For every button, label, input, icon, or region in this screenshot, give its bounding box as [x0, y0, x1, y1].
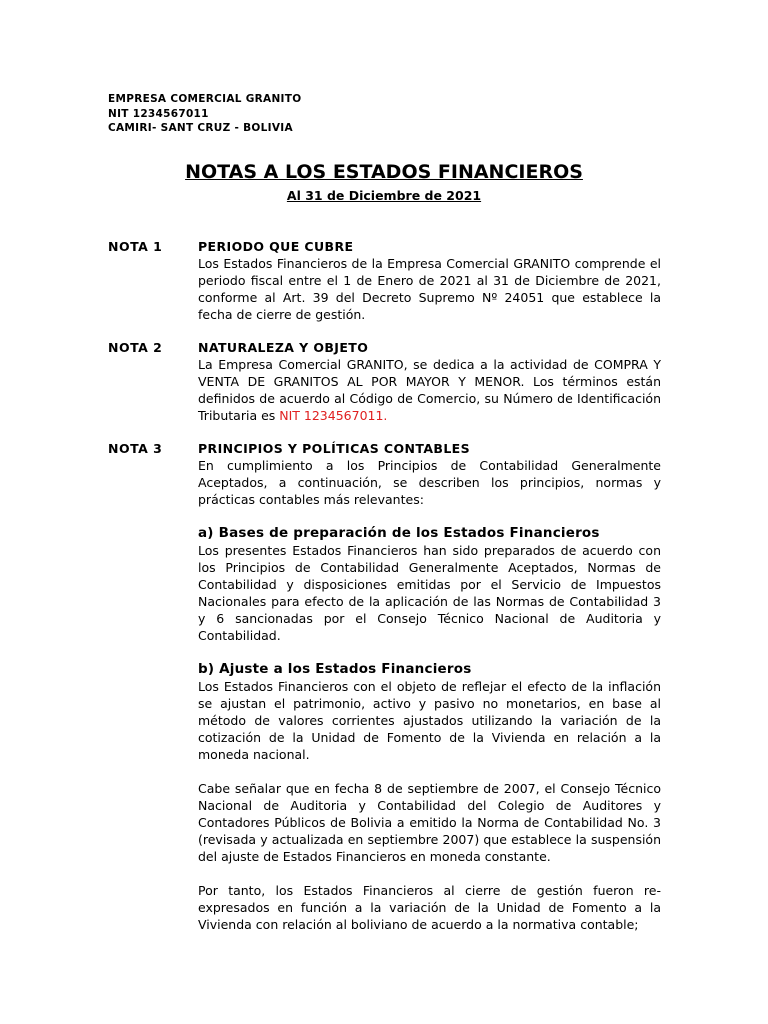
- nota3-block: [198, 440, 661, 933]
- nota3-heading: PRINCIPIOS Y POLÍTICAS CONTABLES: [198, 441, 471, 456]
- nota1-text: Los Estados Financieros de la Empresa Comercial GRANITO comprende el periodo fiscal entre el 1 de Enero de 2021 al 31 de Diciembre de 2021, conforme al Art. 39 del Decreto Supremo Nº 24051 que establece la fecha de cierre de gestión.: [198, 256, 661, 322]
- nota1-heading: PERIODO QUE CUBRE: [198, 239, 354, 254]
- company-nit: NIT 1234567011: [108, 107, 209, 120]
- document-subtitle: Al 31 de Diciembre de 2021: [286, 188, 482, 203]
- section-b-text1: Los Estados Financieros con el objeto de reflejar el efecto de la inflación se ajustan el patrimonio, activo y pasivo no monetarios, en base al método de valores corrientes ajustados utilizando la variación de la cotización de la Unidad de Fomento de la Vivienda en relación a la moneda nacional.: [198, 679, 661, 762]
- company-name: EMPRESA COMERCIAL GRANITO: [108, 93, 302, 105]
- document-title: NOTAS A LOS ESTADOS FINANCIEROS: [185, 161, 583, 183]
- nota1-label: NOTA 1: [108, 239, 163, 254]
- nota3-intro: En cumplimiento a los Principios de Contabilidad Generalmente Aceptados, a continuación, se describen los principios, normas y prácticas contables más relevantes:: [198, 458, 661, 507]
- nota1-block: [198, 238, 661, 323]
- company-header: [108, 92, 301, 136]
- nota3-label: NOTA 3: [108, 441, 163, 456]
- section-b-text3: Por tanto, los Estados Financieros al cierre de gestión fueron re-expresados en función a la variación de la Unidad de Fomento a la Vivienda con relación al boliviano de acuerdo a la normativa contable;: [198, 883, 661, 932]
- nota2-heading: NATURALEZA Y OBJETO: [198, 340, 369, 355]
- nota2-nit-highlight: NIT 1234567011.: [279, 408, 388, 423]
- section-a-heading: a) Bases de preparación de los Estados Financieros: [198, 525, 600, 541]
- section-b-text2: Cabe señalar que en fecha 8 de septiembre de 2007, el Consejo Técnico Nacional de Auditoria y Contabilidad del Colegio de Auditores y Contadores Públicos de Bolivia a emitido la Norma de Contabilidad No. 3 (revisada y actualizada en septiembre 2007) que establece la suspensión del ajuste de Estados Financieros en moneda constante.: [198, 781, 661, 864]
- nota2-label: NOTA 2: [108, 340, 163, 355]
- section-b-heading: b) Ajuste a los Estados Financieros: [198, 661, 472, 677]
- section-a-text: Los presentes Estados Financieros han sido preparados de acuerdo con los Principios de Contabilidad Generalmente Aceptados, Normas de Contabilidad y disposiciones emitidas por el Servicio de Impuestos Nacionales para efecto de la aplicación de las Normas de Contabilidad 3 y 6 sancionadas por el Consejo Técnico Nacional de Auditoria y Contabilidad.: [198, 543, 661, 643]
- company-location: CAMIRI- SANT CRUZ - BOLIVIA: [108, 122, 293, 134]
- nota2-text: La Empresa Comercial GRANITO, se dedica a la actividad de COMPRA Y VENTA DE GRANITOS AL POR MAYOR Y MENOR. Los términos están definidos de acuerdo al Código de Comercio, su Número de Identificación Tributaria es: [198, 357, 661, 423]
- nota2-paragraph: [198, 356, 661, 424]
- nota2-block: [198, 339, 661, 424]
